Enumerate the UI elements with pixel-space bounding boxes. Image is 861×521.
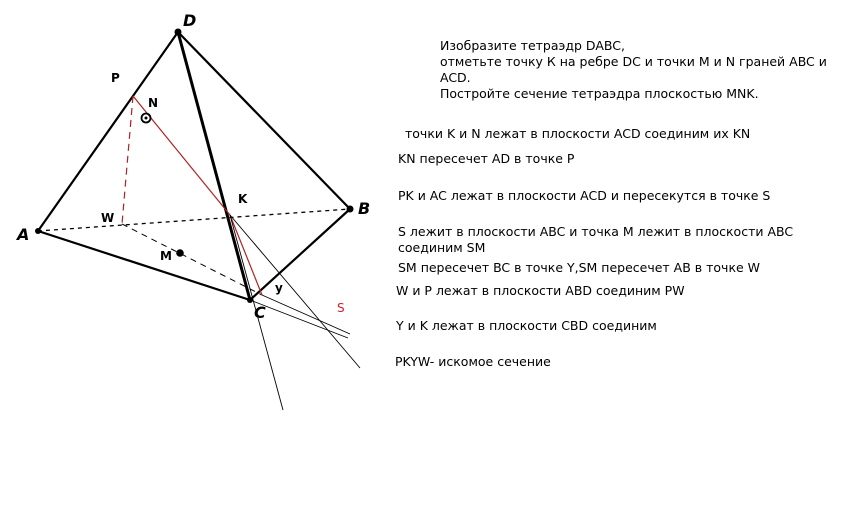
point-b: [347, 206, 354, 213]
step-7: [396, 318, 657, 334]
label-a: A: [17, 225, 30, 244]
point-n-center: [145, 117, 148, 120]
edge-ab-hidden: [38, 209, 350, 231]
label-d: D: [183, 11, 197, 30]
label-s: S: [337, 301, 345, 315]
step-line: соединим SM: [398, 240, 486, 255]
label-y: y: [275, 281, 283, 295]
step-line: PKYW- искомое сечение: [395, 354, 551, 369]
section-pw: [122, 96, 133, 224]
task-line: отметьте точку К на ребре DC и точки М и N граней ABC и: [440, 54, 827, 69]
step-8: [395, 354, 551, 370]
line-ks-extension: [230, 215, 360, 368]
point-c: [247, 297, 253, 303]
task-line: Изобразите тетраэдр DABC,: [440, 38, 625, 53]
step-line: Y и K лежат в плоскости CBD соединим: [396, 318, 657, 333]
task-line: Постройте сечение тетраэдра плоскостью MNK.: [440, 86, 759, 101]
edge-ac: [38, 231, 250, 300]
edge-ad: [38, 32, 178, 231]
step-1: [405, 126, 750, 142]
step-line: PK и AC лежат в плоскости ACD и пересекутся в точке S: [398, 188, 771, 203]
step-5: [398, 260, 760, 276]
step-4: [398, 224, 793, 256]
edge-cb: [250, 209, 350, 300]
task-line: ACD.: [440, 70, 471, 85]
step-line: SM пересечет BC в точке Y,SM пересечет AB в точке W: [398, 260, 761, 275]
step-line: KN пересечет AD в точке P: [398, 151, 575, 166]
step-3: [398, 188, 770, 204]
label-n: N: [148, 96, 159, 110]
step-6: [396, 283, 685, 299]
line-wm-hidden: [122, 224, 262, 295]
step-2: [398, 151, 574, 167]
step-line: точки K и N лежат в плоскости ACD соединим их KN: [405, 126, 751, 141]
label-m: M: [160, 249, 172, 263]
step-line: W и P лежат в плоскости ABD соединим PW: [396, 283, 685, 298]
point-m: [176, 249, 184, 257]
point-a: [35, 228, 41, 234]
step-line: S лежит в плоскости ABC и точка M лежит в плоскости ABC: [398, 224, 794, 239]
point-d: [175, 29, 182, 36]
edge-dc: [178, 32, 250, 300]
label-c: C: [254, 303, 266, 322]
label-k: K: [238, 192, 248, 206]
task-statement: [440, 38, 827, 102]
label-p: P: [111, 71, 120, 85]
label-b: B: [358, 199, 371, 218]
label-w: W: [101, 211, 115, 225]
